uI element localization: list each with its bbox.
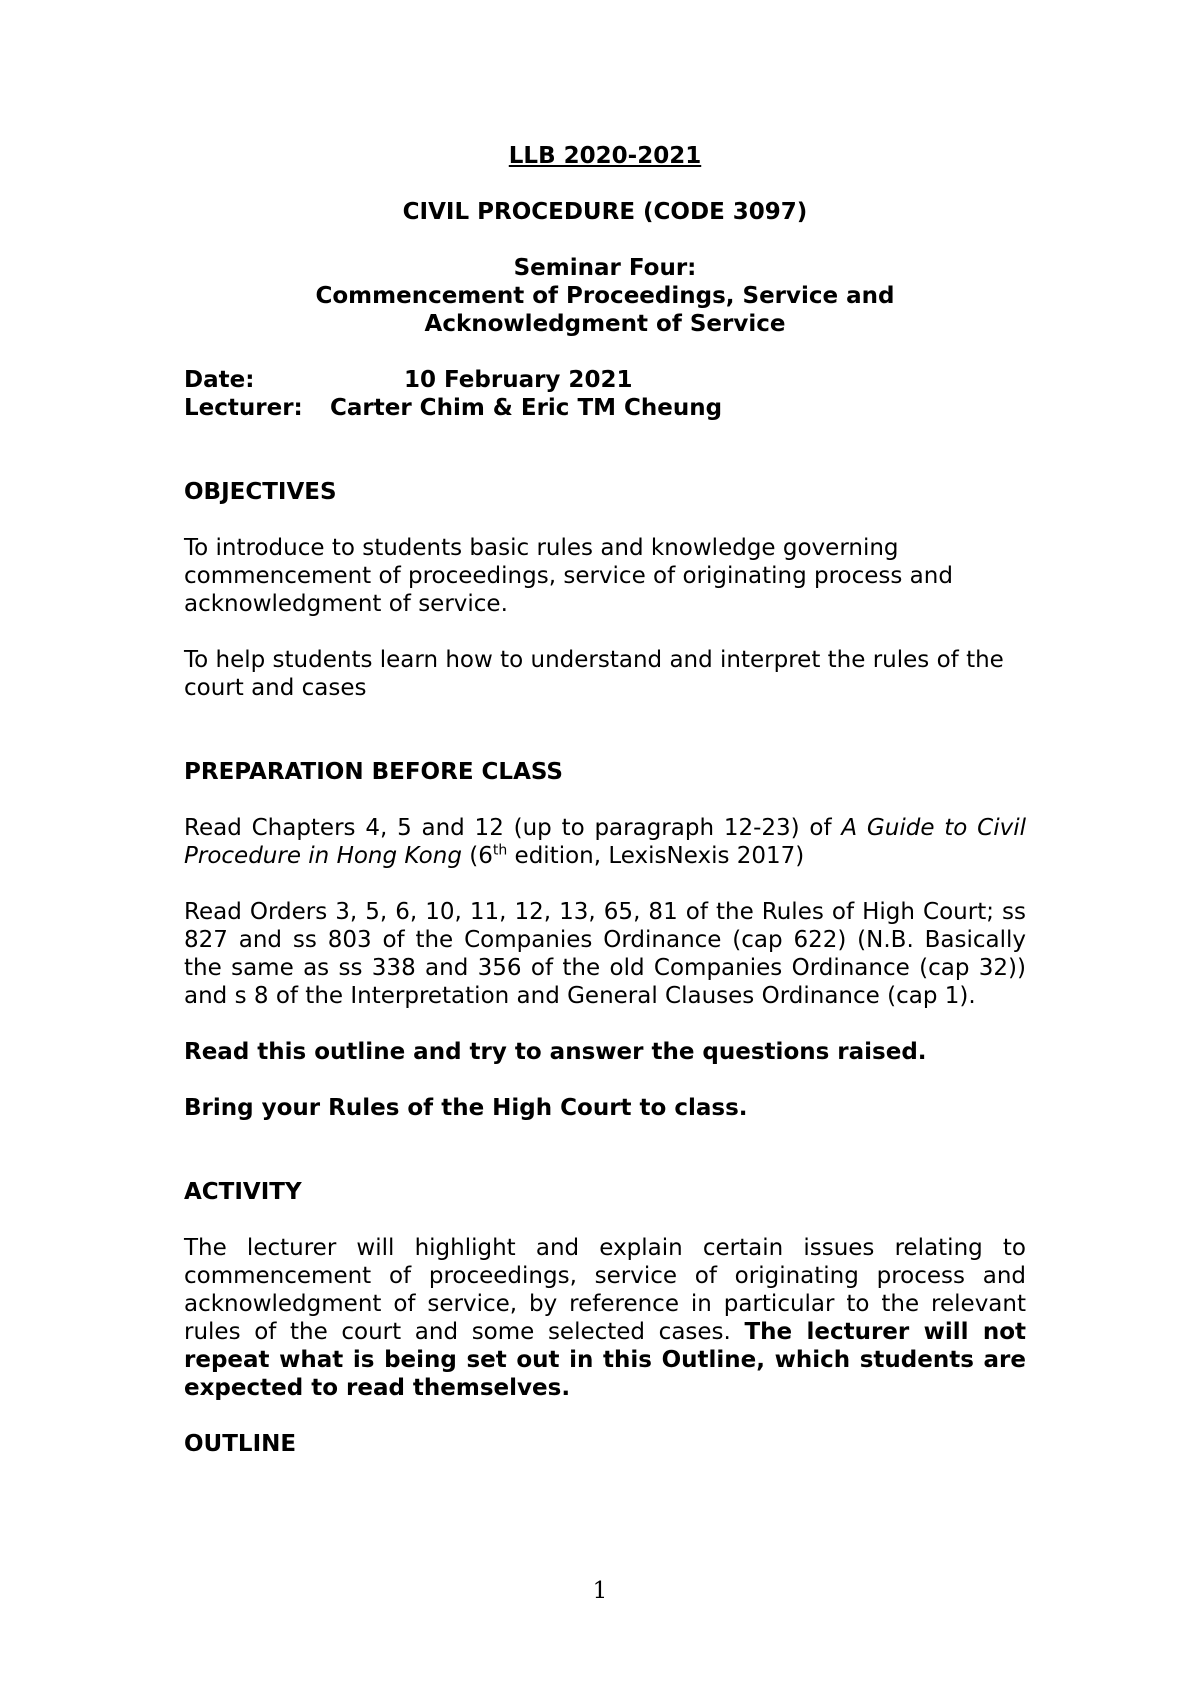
date-label: Date:: [184, 367, 255, 393]
course-title: CIVIL PROCEDURE (CODE 3097): [402, 199, 808, 225]
activity-heading: ACTIVITY: [184, 1179, 302, 1205]
activity-text: The lecturer will highlight and explain certain issues relating to commencement of proceedings, service of originating process and acknowledgment of service, by reference in particular to the relevant rules of the court and some selected cases.: [184, 1235, 1026, 1345]
instruction-read-outline: Read this outline and try to answer the questions raised.: [184, 1039, 927, 1065]
lecturer-value: Carter Chim & Eric TM Cheung: [330, 395, 723, 421]
book-title: A Guide to Civil Procedure in Hong Kong: [184, 815, 1027, 869]
date-row: [184, 366, 1026, 394]
edition-superscript: th: [492, 842, 508, 859]
objectives-paragraph-1: To introduce to students basic rules and knowledge governing commencement of proceedings, service of originating process and acknowledgment of service.: [184, 535, 953, 617]
preparation-reading-1: [184, 814, 1026, 870]
outline-heading: OUTLINE: [184, 1431, 297, 1457]
preparation-reading-2: Read Orders 3, 5, 6, 10, 11, 12, 13, 65, 81 of the Rules of High Court; ss 827 and ss 803 of the Companies Ordinance (cap 622) (N.B. Basically the same as ss 338 and 356 of the old Companies Ordinance (cap 32)) and s 8 of the Interpretation and General Clauses Ordinance (cap 1).: [184, 899, 1026, 1009]
lecturer-label: Lecturer:: [184, 395, 303, 421]
instruction-bring-rules: Bring your Rules of the High Court to class.: [184, 1095, 748, 1121]
page-number: 1: [592, 1578, 608, 1604]
reading-1-suffix: edition, LexisNexis 2017): [507, 843, 805, 869]
reading-1-prefix: Read Chapters 4, 5 and 12 (up to paragraph 12-23) of: [184, 815, 842, 841]
topic-line-1: Commencement of Proceedings, Service and: [315, 283, 895, 309]
activity-paragraph: [184, 1234, 1026, 1402]
objectives-heading: OBJECTIVES: [184, 479, 337, 505]
reading-1-mid: (6: [461, 843, 493, 869]
topic-line-2: Acknowledgment of Service: [424, 311, 786, 337]
objectives-paragraph-2: To help students learn how to understand and interpret the rules of the court and cases: [184, 647, 1004, 701]
date-value: 10 February 2021: [404, 367, 633, 393]
seminar-label: Seminar Four:: [513, 255, 697, 281]
lecturer-row: [184, 394, 1026, 422]
activity-emphasis: The lecturer will not repeat what is being set out in this Outline, which students are expected to read themselves.: [184, 1319, 1026, 1401]
preparation-heading: PREPARATION BEFORE CLASS: [184, 759, 563, 785]
programme-title: LLB 2020-2021: [508, 143, 702, 169]
document-body: [184, 142, 1026, 1458]
